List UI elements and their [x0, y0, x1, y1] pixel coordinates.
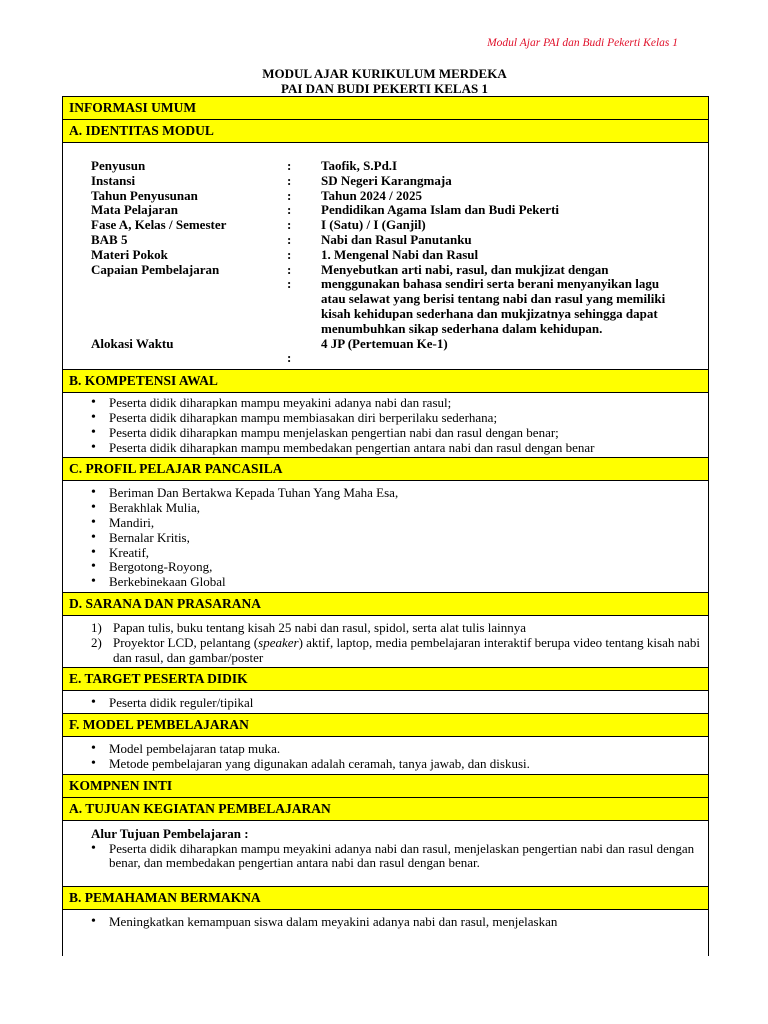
section-target-peserta: E. TARGET PESERTA DIDIK [63, 667, 708, 691]
identitas-colon: : [287, 261, 292, 277]
identitas-value: 4 JP (Pertemuan Ke-1) [321, 335, 448, 351]
section-profil-pancasila: C. PROFIL PELAJAR PANCASILA [63, 457, 708, 481]
pemahaman-list [63, 910, 708, 933]
title-line-1: MODUL AJAR KURIKULUM MERDEKA [262, 66, 507, 81]
identitas-value: I (Satu) / I (Ganjil) [321, 217, 426, 233]
identitas-label: Capaian Pembelajaran [91, 261, 220, 277]
identitas-colon: : [287, 246, 292, 262]
list-item: • Peserta didik diharapkan mampu meyakini adanya nabi dan rasul; [109, 396, 708, 411]
list-item: • Kreatif, [109, 546, 708, 561]
identitas-colon: : [287, 172, 292, 188]
identitas-value: menggunakan bahasa sendiri serta berani menyanyikan lagu atau selawat yang berisi tentang nabi dan rasul yang memiliki kisah kehidupan sederhana dan mukjizatnya sehingga dapat menumbuhkan sikap sederhana dalam kehidupan. [321, 276, 666, 336]
identitas-row [91, 218, 708, 233]
list-item: • Berkebinekaan Global [109, 575, 708, 590]
list-item: • Metode pembelajaran yang digunakan adalah ceramah, tanya jawab, dan diskusi. [109, 757, 708, 772]
identitas-value [321, 351, 681, 366]
identitas-colon [287, 337, 321, 352]
module-table [62, 96, 709, 956]
identitas-label: Instansi [91, 172, 136, 188]
identitas-row [91, 337, 708, 352]
identitas-row [91, 189, 708, 204]
list-item: • Mandiri, [109, 516, 708, 531]
identitas-row [91, 277, 708, 336]
identitas-table [63, 143, 708, 370]
list-number: 1) [91, 619, 102, 635]
list-text: Papan tulis, buku tentang kisah 25 nabi dan rasul, spidol, serta alat tulis lainnya [113, 619, 527, 635]
list-item: • Meningkatkan kemampuan siswa dalam meyakini adanya nabi dan rasul, menjelaskan [109, 915, 708, 930]
list-item [91, 636, 708, 666]
list-item: • Bergotong-Royong, [109, 560, 708, 575]
model-list [63, 737, 708, 775]
section-pemahaman-bermakna: B. PEMAHAMAN BERMAKNA [63, 886, 708, 910]
list-text-italic: speaker [258, 634, 299, 650]
section-komponen-inti: KOMPNEN INTI [63, 774, 708, 798]
tujuan-list [63, 842, 708, 888]
list-item: • Berakhlak Mulia, [109, 501, 708, 516]
identitas-label: Penyusun [91, 158, 146, 173]
identitas-colon: : [287, 202, 292, 218]
section-kompetensi-awal: B. KOMPETENSI AWAL [63, 369, 708, 393]
identitas-value: 1. Mengenal Nabi dan Rasul [321, 246, 479, 262]
list-item: • Bernalar Kritis, [109, 531, 708, 546]
identitas-row [91, 263, 708, 278]
section-sarana-prasarana: D. SARANA DAN PRASARANA [63, 592, 708, 616]
identitas-colon: : [287, 350, 292, 366]
identitas-label: BAB 5 [91, 231, 128, 247]
identitas-row [91, 248, 708, 263]
list-item: • Peserta didik diharapkan mampu meyakini adanya nabi dan rasul, menjelaskan pengertian nabi dan rasul dengan benar, dan membedakan pengertian antara nabi dan rasul dengan benar. [109, 842, 698, 872]
section-tujuan-kegiatan: A. TUJUAN KEGIATAN PEMBELAJARAN [63, 797, 708, 821]
list-item: • Peserta didik reguler/tipikal [109, 696, 708, 711]
identitas-colon: : [287, 217, 292, 233]
list-item: • Peserta didik diharapkan mampu menjelaskan pengertian nabi dan rasul dengan benar; [109, 426, 708, 441]
alur-tujuan-heading: Alur Tujuan Pembelajaran : [91, 825, 249, 841]
identitas-row [91, 203, 708, 218]
list-number: 2) [91, 634, 102, 650]
list-item: • Peserta didik diharapkan mampu membiasakan diri berperilaku sederhana; [109, 411, 708, 426]
running-header: Modul Ajar PAI dan Budi Pekerti Kelas 1 [487, 37, 678, 49]
identitas-row [91, 233, 708, 248]
title-line-2: PAI DAN BUDI PEKERTI KELAS 1 [281, 81, 488, 96]
identitas-colon: : [287, 187, 292, 203]
identitas-value: Taofik, S.Pd.I [321, 158, 398, 173]
section-informasi-umum: INFORMASI UMUM [63, 96, 708, 120]
kompetensi-awal-list [63, 393, 708, 458]
identitas-colon: : [287, 231, 292, 247]
identitas-label: Tahun Penyusunan [91, 187, 198, 203]
list-item [91, 621, 708, 636]
list-item: • Model pembelajaran tatap muka. [109, 742, 708, 757]
identitas-label [91, 351, 287, 366]
section-identitas-modul: A. IDENTITAS MODUL [63, 119, 708, 143]
identitas-colon: : [287, 276, 292, 292]
identitas-value: Menyebutkan arti nabi, rasul, dan mukjizat dengan [321, 261, 609, 277]
identitas-colon: : [287, 158, 292, 173]
list-text: Proyektor LCD, pelantang ( [113, 634, 259, 650]
document-title [62, 66, 707, 96]
identitas-label: Mata Pelajaran [91, 202, 179, 218]
section-model-pembelajaran: F. MODEL PEMBELAJARAN [63, 713, 708, 737]
identitas-row [91, 351, 708, 366]
profil-pancasila-list [63, 481, 708, 593]
identitas-label: Fase A, Kelas / Semester [91, 217, 227, 233]
identitas-value: Tahun 2024 / 2025 [321, 187, 423, 203]
identitas-row [91, 174, 708, 189]
sarana-list [63, 616, 708, 668]
identitas-row [91, 159, 708, 174]
identitas-label: Materi Pokok [91, 246, 168, 262]
identitas-value: Nabi dan Rasul Panutanku [321, 231, 472, 247]
list-text: ) aktif, laptop, media pembelajaran interaktif berupa video tentang kisah nabi dan rasul, dan gambar/poster [113, 634, 700, 665]
list-item: • Peserta didik diharapkan mampu membedakan pengertian antara nabi dan rasul dengan benar [109, 441, 708, 456]
target-list [63, 691, 708, 714]
identitas-label [91, 277, 287, 336]
identitas-label: Alokasi Waktu [91, 335, 174, 351]
identitas-value: SD Negeri Karangmaja [321, 172, 452, 188]
list-item: • Beriman Dan Bertakwa Kepada Tuhan Yang Maha Esa, [109, 486, 708, 501]
identitas-value: Pendidikan Agama Islam dan Budi Pekerti [321, 202, 560, 218]
